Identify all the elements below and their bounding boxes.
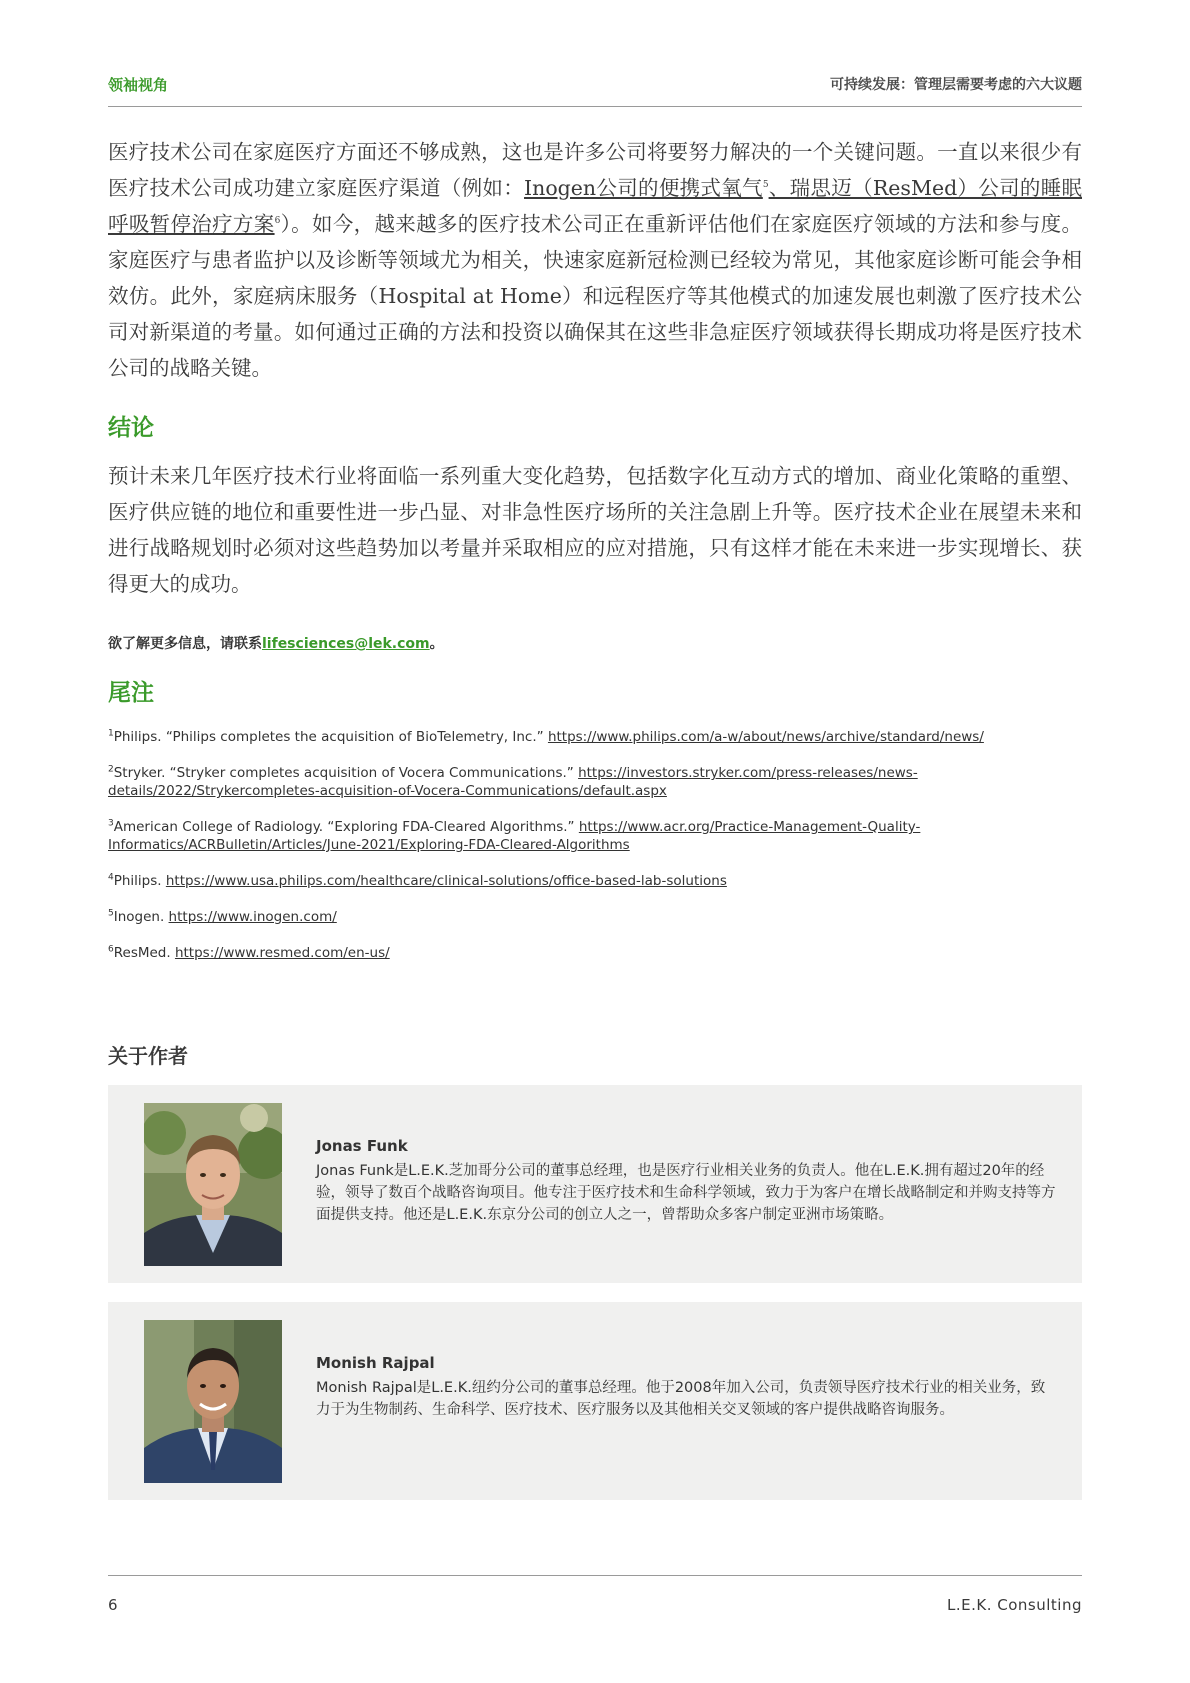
contact-line (108, 633, 444, 653)
endnote-text: Philips. (113, 873, 166, 889)
author-card (108, 1085, 1082, 1283)
document-title: 可持续发展：管理层需要考虑的六大议题 (830, 77, 1082, 93)
author-name: Monish Rajpal (316, 1354, 435, 1372)
endnote-text: Stryker. “Stryker completes acquisition of Vocera Communications.” (113, 765, 579, 781)
endnote-item (108, 728, 1088, 746)
endnote-number: 3 (108, 818, 114, 829)
inogen-link[interactable]: Inogen公司的便携式氧气 (524, 176, 763, 200)
footer-divider (108, 1575, 1082, 1576)
endnote-link[interactable]: https://www.acr.org/Practice-Management-Quality-Informatics/ACRBulletin/Articles/June-2021/Exploring-FDA-Cleared-Algorithms (108, 819, 921, 853)
endnote-link[interactable]: https://www.philips.com/a-w/about/news/archive/standard/news/ (547, 729, 984, 745)
endnote-number: 4 (108, 872, 114, 883)
conclusion-paragraph: 预计未来几年医疗技术行业将面临一系列重大变化趋势，包括数字化互动方式的增加、商业化策略的重塑、医疗供应链的地位和重要性进一步凸显、对非急性医疗场所的关注急剧上升等。医疗技术企业在展望未来和进行战略规划时必须对这些趋势加以考量并采取相应的应对措施，只有这样才能在未来进一步实现增长、获得更大的成功。 (108, 464, 1082, 596)
author-name: Jonas Funk (316, 1137, 408, 1155)
endnote-number: 2 (108, 764, 114, 775)
endnote-link[interactable]: https://www.usa.philips.com/healthcare/clinical-solutions/office-based-lab-solutions (165, 873, 727, 889)
contact-email-link[interactable]: lifesciences@lek.com (262, 636, 430, 652)
about-authors-heading: 关于作者 (108, 1044, 188, 1068)
endnote-item (108, 944, 1088, 962)
author-bio: Jonas Funk是L.E.K.芝加哥分公司的董事总经理，也是医疗行业相关业务的负责人。他在L.E.K.拥有超过20年的经验，领导了数百个战略咨询项目。他专注于医疗技术和生命科学领域，致力于为客户在增长战略制定和并购支持等方面提供支持。他还是L.E.K.东京分公司的创立人之一，曾帮助众多客户制定亚洲市场策略。 (316, 1163, 1056, 1223)
contact-prefix: 欲了解更多信息，请联系 (108, 636, 262, 652)
endnote-link[interactable]: https://www.inogen.com/ (168, 909, 337, 925)
endnote-item (108, 764, 1088, 800)
page-number: 6 (108, 1596, 118, 1614)
author-card (108, 1302, 1082, 1500)
endnote-number: 6 (108, 944, 114, 955)
endnote-text: Philips. “Philips completes the acquisition of BioTelemetry, Inc.” (113, 729, 548, 745)
endnotes-heading: 尾注 (108, 680, 154, 706)
header-divider (108, 106, 1082, 107)
intro-text-a: 医疗技术公司在家庭医疗方面还不够成熟，这也是许多公司将要努力解决的一个关键问题。一直以来很少有医疗技术公司成功建立家庭医疗渠道（例如： (108, 140, 1082, 200)
author-photo (144, 1320, 282, 1483)
author-photo (144, 1103, 282, 1266)
conclusion-heading: 结论 (108, 415, 154, 441)
contact-suffix: 。 (429, 636, 444, 652)
endnote-item (108, 908, 1088, 926)
endnote-item (108, 872, 1088, 890)
footnote-ref-5[interactable]: 5 (762, 180, 769, 191)
section-label: 领袖视角 (108, 76, 169, 94)
intro-text-b: ）。如今，越来越多的医疗技术公司正在重新评估他们在家庭医疗领域的方法和参与度。家庭医疗与患者监护以及诊断等领域尤为相关，快速家庭新冠检测已经较为常见，其他家庭诊断可能会争相效仿。此外，家庭病床服务（Hospital at Home）和远程医疗等其他模式的加速发展也刺激了医疗技术公司对新渠道的考量。如何通过正确的方法和投资以确保其在这些非急症医疗领域获得长期成功将是医疗技术公司的战略关键。 (108, 212, 1083, 380)
endnote-text: American College of Radiology. “Exploring FDA-Cleared Algorithms.” (113, 819, 579, 835)
endnote-text: ResMed. (113, 945, 175, 961)
endnote-number: 1 (108, 728, 114, 739)
endnote-link[interactable]: https://investors.stryker.com/press-releases/news-details/2022/Strykercompletes-acquisition-of-Vocera-Communications/default.aspx (108, 765, 918, 799)
author-bio: Monish Rajpal是L.E.K.纽约分公司的董事总经理。他于2008年加入公司，负责领导医疗技术行业的相关业务，致力于为生物制药、生命科学、医疗技术、医疗服务以及其他相关交叉领域的客户提供战略咨询服务。 (316, 1380, 1046, 1418)
resmed-link[interactable]: 、瑞思迈（ResMed）公司的睡眠呼吸暂停治疗方案 (108, 176, 1082, 236)
endnote-link[interactable]: https://www.resmed.com/en-us/ (174, 945, 390, 961)
brand-name: L.E.K. Consulting (947, 1596, 1082, 1614)
footnote-ref-6[interactable]: 6 (274, 216, 281, 227)
endnote-item (108, 818, 1088, 854)
intro-paragraph (108, 134, 1082, 386)
endnote-number: 5 (108, 908, 114, 919)
endnote-text: Inogen. (113, 909, 169, 925)
